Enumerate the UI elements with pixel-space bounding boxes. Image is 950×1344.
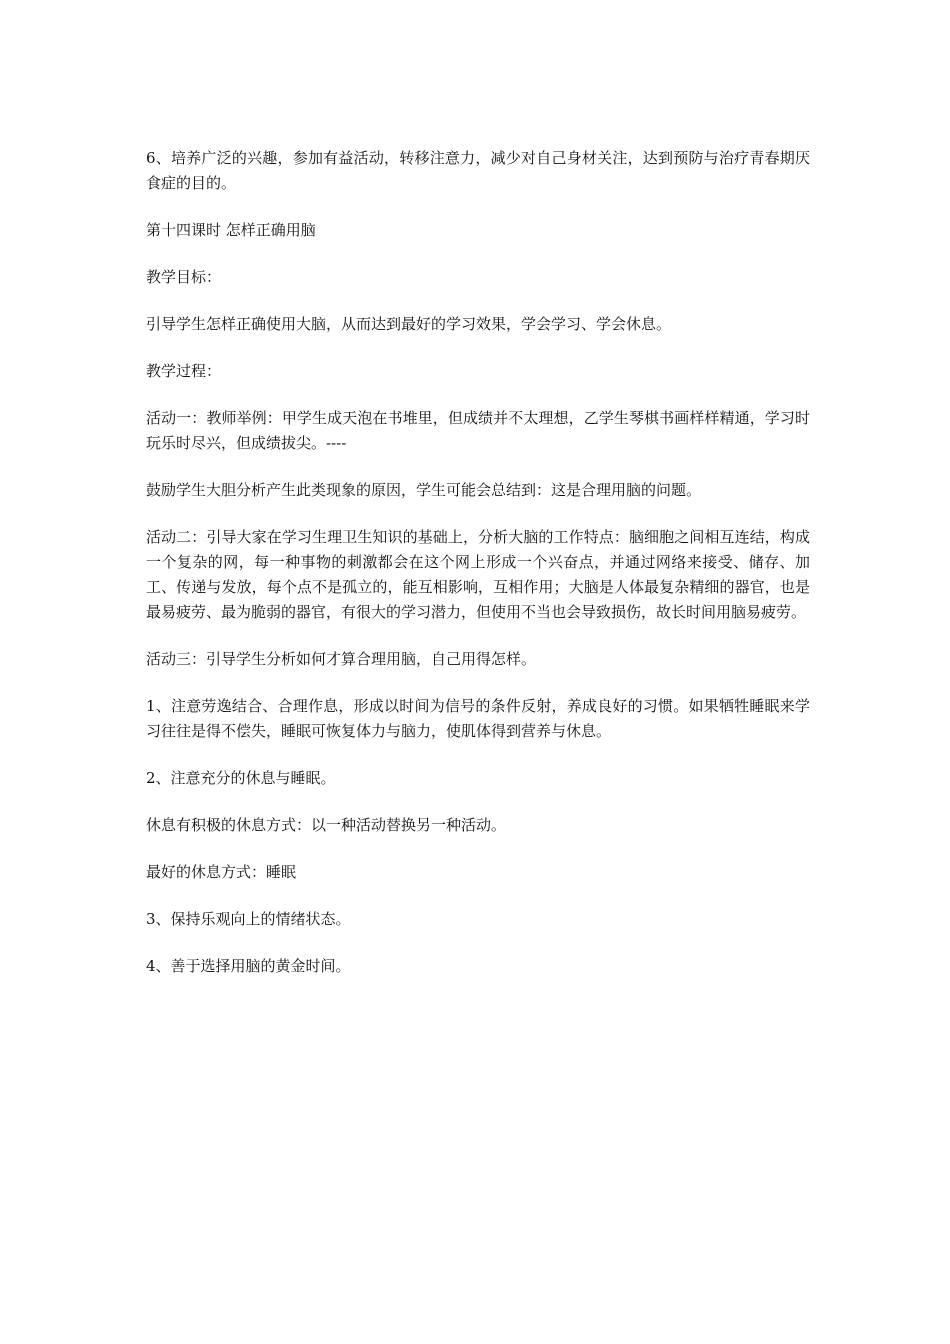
section-heading-process: 教学过程： [146,362,222,380]
paragraph-activity-two: 活动二：引导大家在学习生理卫生知识的基础上，分析大脑的工作特点：脑细胞之间相互连结，构成一个复杂的网，每一种事物的刺激都会在这个网上形成一个兴奋点，并通过网络来接受、储存、加工、传递与发放，每个点不是孤立的，能互相影响，互相作用；大脑是人体最复杂精细的器官，也是最易疲劳、最为脆弱的器官，有很大的学习潜力，但使用不当也会导致损伤，故长时间用脑易疲劳。 [146,528,810,621]
section-heading-goals: 教学目标： [146,268,222,286]
paragraph-activity-three: 活动三：引导学生分析如何才算合理用脑，自己用得怎样。 [146,650,537,668]
paragraph-rest-best: 最好的休息方式：睡眠 [146,863,297,881]
paragraph-item-6: 6、培养广泛的兴趣，参加有益活动，转移注意力，减少对自己身材关注，达到预防与治疗青春期厌食症的目的。 [146,149,810,192]
paragraph-point-3: 3、保持乐观向上的情绪状态。 [146,910,351,928]
paragraph-goals: 引导学生怎样正确使用大脑，从而达到最好的学习效果，学会学习、学会休息。 [146,315,672,333]
paragraph-point-4: 4、善于选择用脑的黄金时间。 [146,957,351,975]
paragraph-point-1: 1、注意劳逸结合、合理作息，形成以时间为信号的条件反射，养成良好的习惯。如果牺牲睡眠来学习往往是得不偿失，睡眠可恢复体力与脑力，使肌体得到营养与休息。 [146,697,810,740]
paragraph-encourage: 鼓励学生大胆分析产生此类现象的原因，学生可能会总结到：这是合理用脑的问题。 [146,481,702,499]
paragraph-activity-one: 活动一：教师举例：甲学生成天泡在书堆里，但成绩并不太理想，乙学生琴棋书画样样精通，学习时玩乐时尽兴，但成绩拔尖。---- [146,409,810,452]
document-body [146,146,810,1001]
lesson-title: 第十四课时 怎样正确用脑 [146,221,316,239]
paragraph-rest-active: 休息有积极的休息方式：以一种活动替换另一种活动。 [146,816,507,834]
paragraph-point-2: 2、注意充分的休息与睡眠。 [146,769,336,787]
